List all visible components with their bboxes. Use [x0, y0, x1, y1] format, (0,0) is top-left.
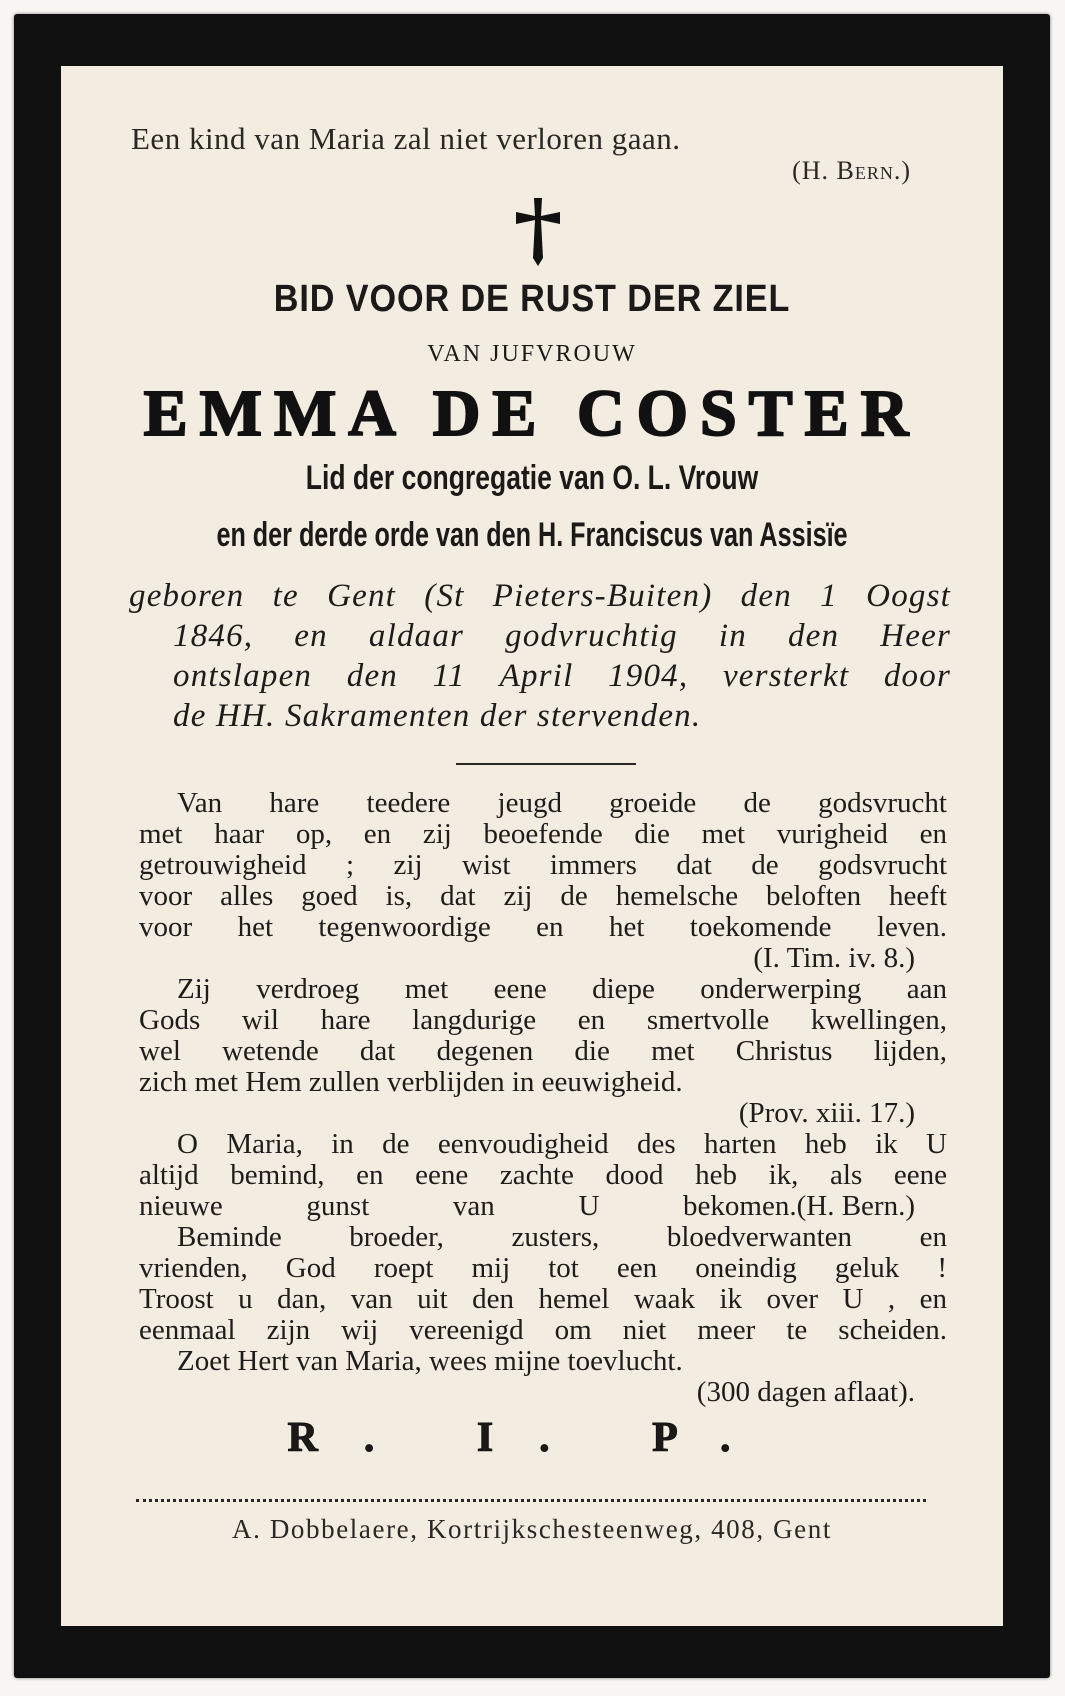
scripture-reference: (Prov. xiii. 17.)	[738, 1097, 915, 1129]
bio-line: 1846, en aldaar godvruchtig in den Heer	[173, 618, 951, 654]
divider	[456, 763, 636, 765]
body-line: Troost u dan, van uit den hemel waak ik over U , en	[139, 1283, 947, 1315]
body-line: getrouwigheid ; zij wist immers dat de godsvrucht	[139, 849, 947, 881]
bio-line: de HH. Sakramenten der stervenden.	[173, 698, 702, 734]
scripture-reference: (I. Tim. iv. 8.)	[753, 942, 915, 974]
body-line: met haar op, en zij beoefende die met vurigheid en	[139, 818, 947, 850]
body-line: wel wetende dat degenen die met Christus lijden,	[139, 1035, 947, 1067]
body-line: voor alles goed is, dat zij de hemelsche beloften heeft	[139, 880, 947, 912]
body-line: altijd bemind, en eene zachte dood heb ik, als eene	[139, 1159, 947, 1191]
rip-inscription: R. I. P.	[287, 1415, 777, 1461]
prayer-heading: BID VOOR DE RUST DER ZIEL	[273, 278, 791, 320]
body-line: Gods wil hare langdurige en smertvolle kwellingen,	[139, 1004, 947, 1036]
body-line: Zij verdroeg met eene diepe onderwerping aan	[177, 973, 947, 1005]
body-line: vrienden, God roept mij tot een oneindig geluk !	[139, 1252, 947, 1284]
epigraph: Een kind van Maria zal niet verloren gaan.	[131, 121, 681, 156]
card-paper	[61, 66, 1003, 1626]
biography	[129, 576, 951, 736]
dotted-rule	[136, 1499, 926, 1502]
bio-line: ontslapen den 11 April 1904, versterkt door	[173, 658, 951, 694]
title-line: VAN JUFVROUW	[427, 341, 637, 367]
deceased-name: EMMA DE COSTER	[143, 377, 921, 450]
order-line: en der derde orde van den H. Franciscus van Assisïe	[216, 516, 848, 554]
body-line: Van hare teedere jeugd groeide de godsvrucht	[177, 787, 947, 819]
congregation-line: Lid der congregatie van O. L. Vrouw	[305, 459, 759, 497]
memorial-card	[14, 14, 1050, 1678]
cross-icon	[516, 198, 560, 266]
body-line: zich met Hem zullen verblijden in eeuwigheid.	[139, 1066, 683, 1098]
body-line: Beminde broeder, zusters, bloedverwanten en	[177, 1221, 947, 1253]
body-text	[139, 788, 947, 1408]
bio-line: geboren te Gent (St Pieters-Buiten) den 1 Oogst	[129, 578, 951, 614]
body-line-text: nieuwe gunst van U bekomen.	[139, 1190, 797, 1222]
indulgence-note: (300 dagen aflaat).	[696, 1376, 915, 1408]
body-line: Zoet Hert van Maria, wees mijne toevlucht.	[177, 1345, 683, 1377]
printer-imprint: A. Dobbelaere, Kortrijkschesteenweg, 408, Gent	[232, 1514, 832, 1544]
epigraph-source: (H. Bern.)	[792, 156, 911, 185]
body-line: voor het tegenwoordige en het toekomende leven.	[139, 911, 947, 943]
scripture-reference: (H. Bern.)	[796, 1190, 915, 1222]
body-line: O Maria, in de eenvoudigheid des harten heb ik U	[177, 1128, 947, 1160]
body-line: eenmaal zijn wij vereenigd om niet meer te scheiden.	[139, 1314, 947, 1346]
body-line-with-reference	[139, 1191, 947, 1222]
